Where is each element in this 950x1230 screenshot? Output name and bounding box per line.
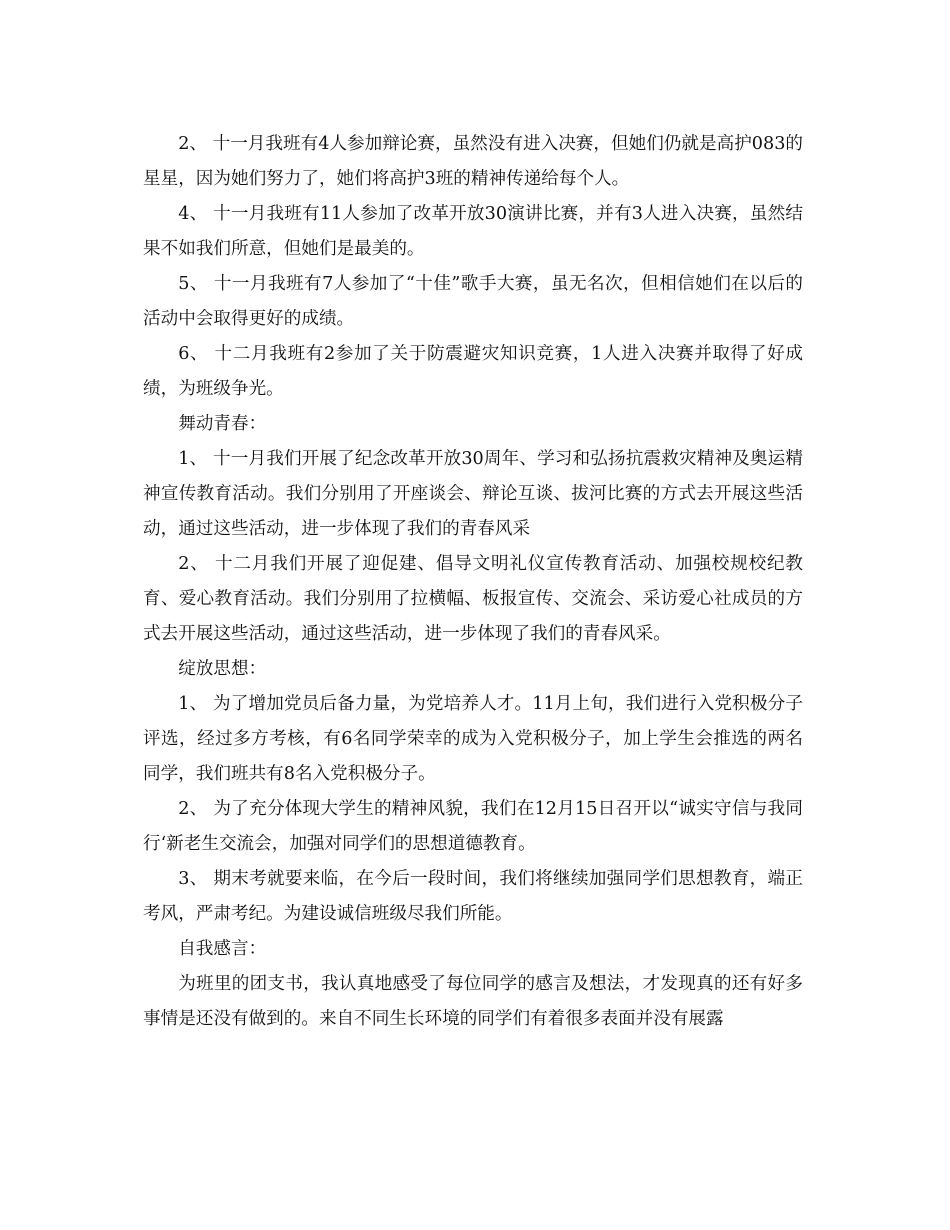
section-heading-reflection: 自我感言： xyxy=(178,939,267,959)
paragraph-exchange-meeting: 2、 为了充分体现大学生的精神风貌，我们在12月15日召开以“诚实守信与我同行‘新老生交流会，加强对同学们的思想道德教育。 xyxy=(143,799,803,854)
paragraph-exam-integrity: 3、 期末考就要来临，在今后一段时间，我们将继续加强同学们思想教育，端正考风，严肃考纪。为建设诚信班级尽我们所能。 xyxy=(143,869,803,924)
paragraph-party-candidates: 1、 为了增加党员后备力量，为党培养人才。11月上旬，我们进行入党积极分子评选，经过多方考核，有6名同学荣幸的成为入党积极分子，加上学生会推选的两名同学，我们班共有8名入党积极分子。 xyxy=(143,694,803,784)
section-heading-youth: 舞动青春： xyxy=(178,414,267,434)
paragraph-singer-contest: 5、 十一月我班有7人参加了“十佳”歌手大赛，虽无名次，但相信她们在以后的活动中会取得更好的成绩。 xyxy=(143,274,803,329)
paragraph-debate: 2、 十一月我班有4人参加辩论赛，虽然没有进入决赛，但她们仍就是高护083的星星，因为她们努力了，她们将高护3班的精神传递给每个人。 xyxy=(143,134,803,189)
paragraph-speech-contest: 4、 十一月我班有11人参加了改革开放30演讲比赛，并有3人进入决赛，虽然结果不如我们所意，但她们是最美的。 xyxy=(143,204,803,259)
section-heading-thought: 绽放思想： xyxy=(178,659,267,679)
paragraph-knowledge-contest: 6、 十二月我班有2参加了关于防震避灾知识竞赛，1人进入决赛并取得了好成绩，为班级争光。 xyxy=(143,344,803,399)
paragraph-december-activities: 2、 十二月我们开展了迎促建、倡导文明礼仪宣传教育活动、加强校规校纪教育、爱心教育活动。我们分别用了拉横幅、板报宣传、交流会、采访爱心社成员的方式去开展这些活动，通过这些活动，进一步体现了我们的青春风采。 xyxy=(143,554,803,644)
document-body xyxy=(143,127,803,1037)
paragraph-november-activities: 1、 十一月我们开展了纪念改革开放30周年、学习和弘扬抗震救灾精神及奥运精神宣传教育活动。我们分别用了开座谈会、辩论互谈、拔河比赛的方式去开展这些活动，通过这些活动，进一步体现了我们的青春风采 xyxy=(143,449,803,539)
paragraph-reflection: 为班里的团支书，我认真地感受了每位同学的感言及想法，才发现真的还有好多事情是还没有做到的。来自不同生长环境的同学们有着很多表面并没有展露 xyxy=(143,974,803,1029)
